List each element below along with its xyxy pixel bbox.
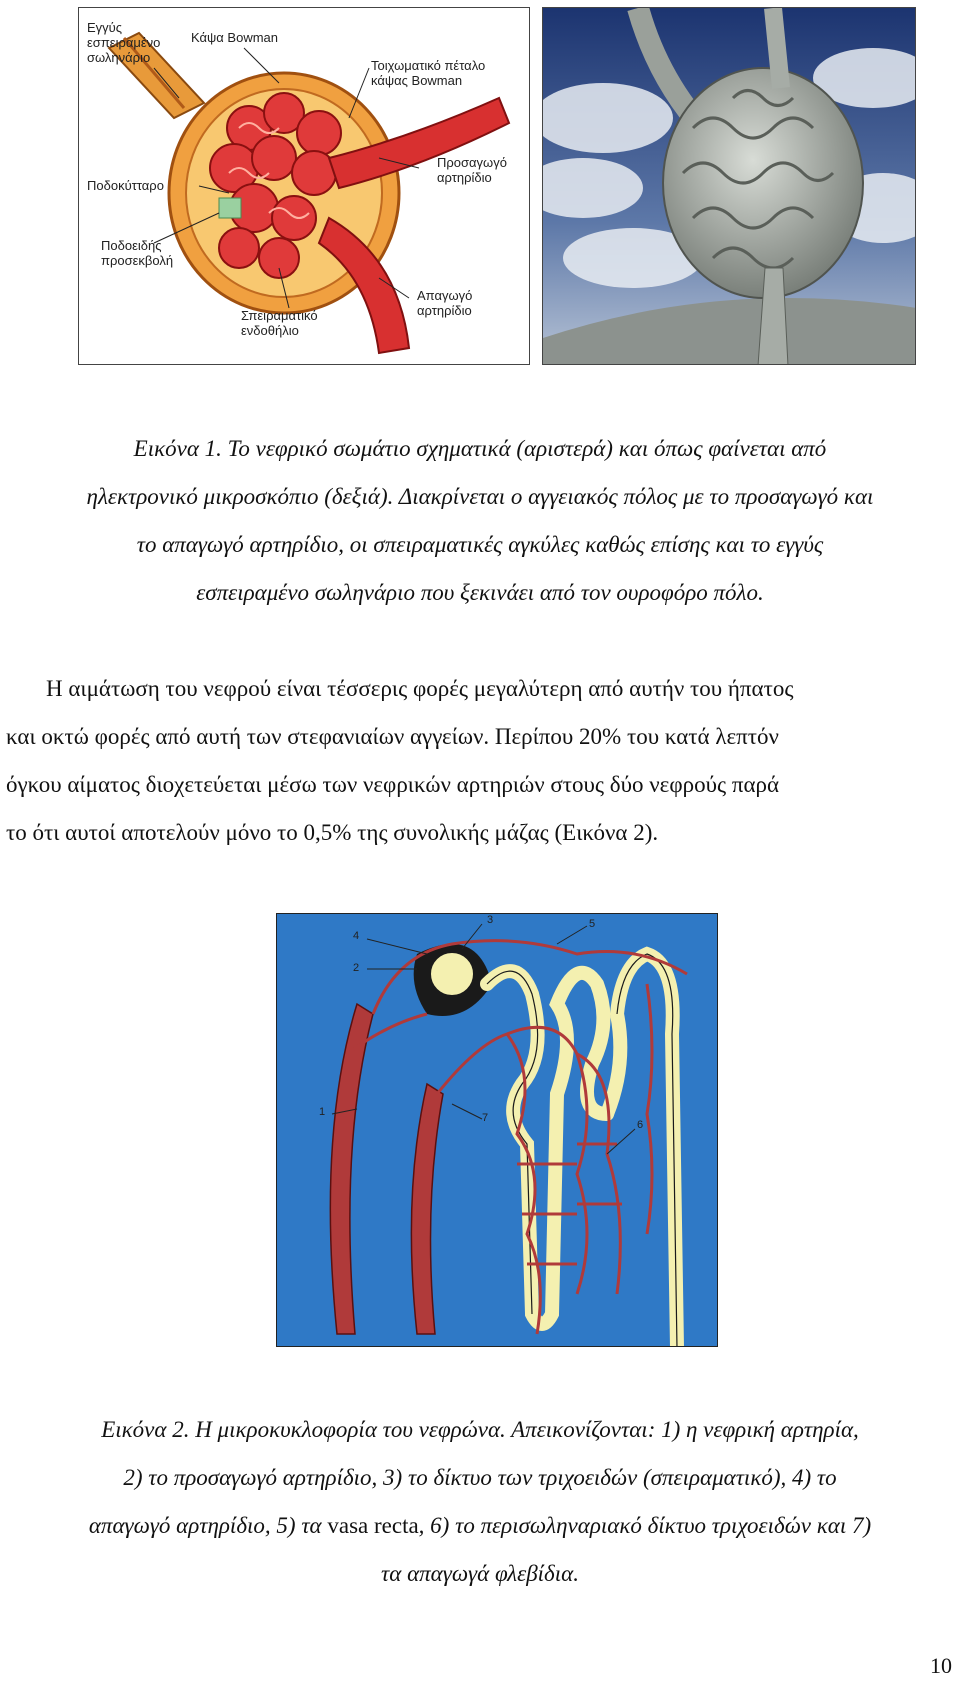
caption2-line: 2) το προσαγωγό αρτηρίδιο, 3) το δίκτυο των τριχοειδών (σπειραματικό), 4) το [123,1465,837,1490]
figure2-number-5: 5 [589,918,596,930]
label-bowman-capsule: Κάψα Bowman [191,30,279,45]
caption2-vasa-recta: vasa recta [327,1513,419,1538]
label-podocyte: Ποδοκύτταρο [87,178,164,193]
caption2-line: Εικόνα 2. Η μικροκυκλοφορία του νεφρώνα. Απεικονίζονται: 1) η νεφρική αρτηρία, [101,1417,859,1442]
figure2-number-1: 1 [319,1106,326,1118]
paragraph-line: Η αιμάτωση του νεφρού είναι τέσσερις φορές μεγαλύτερη από αυτήν του ήπατος [46,676,794,701]
caption2-text: απαγωγό αρτηρίδιο, 5) τα [88,1513,328,1538]
figure2-number-3: 3 [487,914,494,926]
caption2-line [0,1502,960,1550]
figure1-electron-micrograph [542,7,916,365]
caption1-line: Εικόνα 1. Το νεφρικό σωμάτιο σχηματικά (αριστερά) και όπως φαίνεται από [133,436,827,461]
label-parietal-layer: Τοιχωματικό πέταλο κάψας Bowman [371,58,486,88]
figure1-schematic [78,7,530,365]
figure2-number-4: 4 [353,930,360,942]
label-foot-process: Ποδοειδής προσεκβολή [101,238,174,268]
page-number: 10 [930,1653,952,1678]
micrograph-image [543,8,916,365]
caption1-line: ηλεκτρονικό μικροσκόπιο (δεξιά). Διακρίνεται ο αγγειακός πόλος με το προσαγωγό και [86,484,874,509]
paragraph-line: όγκου αίματος διοχετεύεται μέσω των νεφρικών αρτηριών στους δύο νεφρούς παρά [6,772,780,797]
paragraph-line: το ότι αυτοί αποτελούν μόνο το 0,5% της συνολικής μάζας (Εικόνα 2). [6,820,659,845]
label-glomerular-endothelium: Σπειραματικό ενδοθήλιο [241,308,318,338]
caption2-line: τα απαγωγά φλεβίδια. [381,1561,579,1586]
figure1-caption [0,425,960,617]
caption1-line: εσπειραμένο σωληνάριο που ξεκινάει από τον ουροφόρο πόλο. [196,580,764,605]
label-efferent-arteriole: Απαγωγό αρτηρίδιο [417,288,473,318]
caption1-line: το απαγωγό αρτηρίδιο, οι σπειραματικές αγκύλες καθώς επίσης και το εγγύς [136,532,824,557]
label-afferent-arteriole: Προσαγωγό αρτηρίδιο [437,155,507,185]
figure2-microcirculation [276,913,718,1347]
figure2-number-2: 2 [353,962,360,974]
caption2-text: , 6) το περισωληναριακό δίκτυο τριχοειδών και 7) [418,1513,872,1538]
microcirculation-drawing [277,914,718,1347]
label-proximal-tubule: Εγγύς εσπειραμένο σωληνάριο [87,20,161,65]
figure2-number-6: 6 [637,1119,644,1131]
figure2-caption [0,1406,960,1598]
body-paragraph [0,665,960,857]
figure2-number-7: 7 [482,1112,489,1124]
paragraph-line: και οκτώ φορές από αυτή των στεφανιαίων αγγείων. Περίπου 20% του κατά λεπτόν [6,724,779,749]
